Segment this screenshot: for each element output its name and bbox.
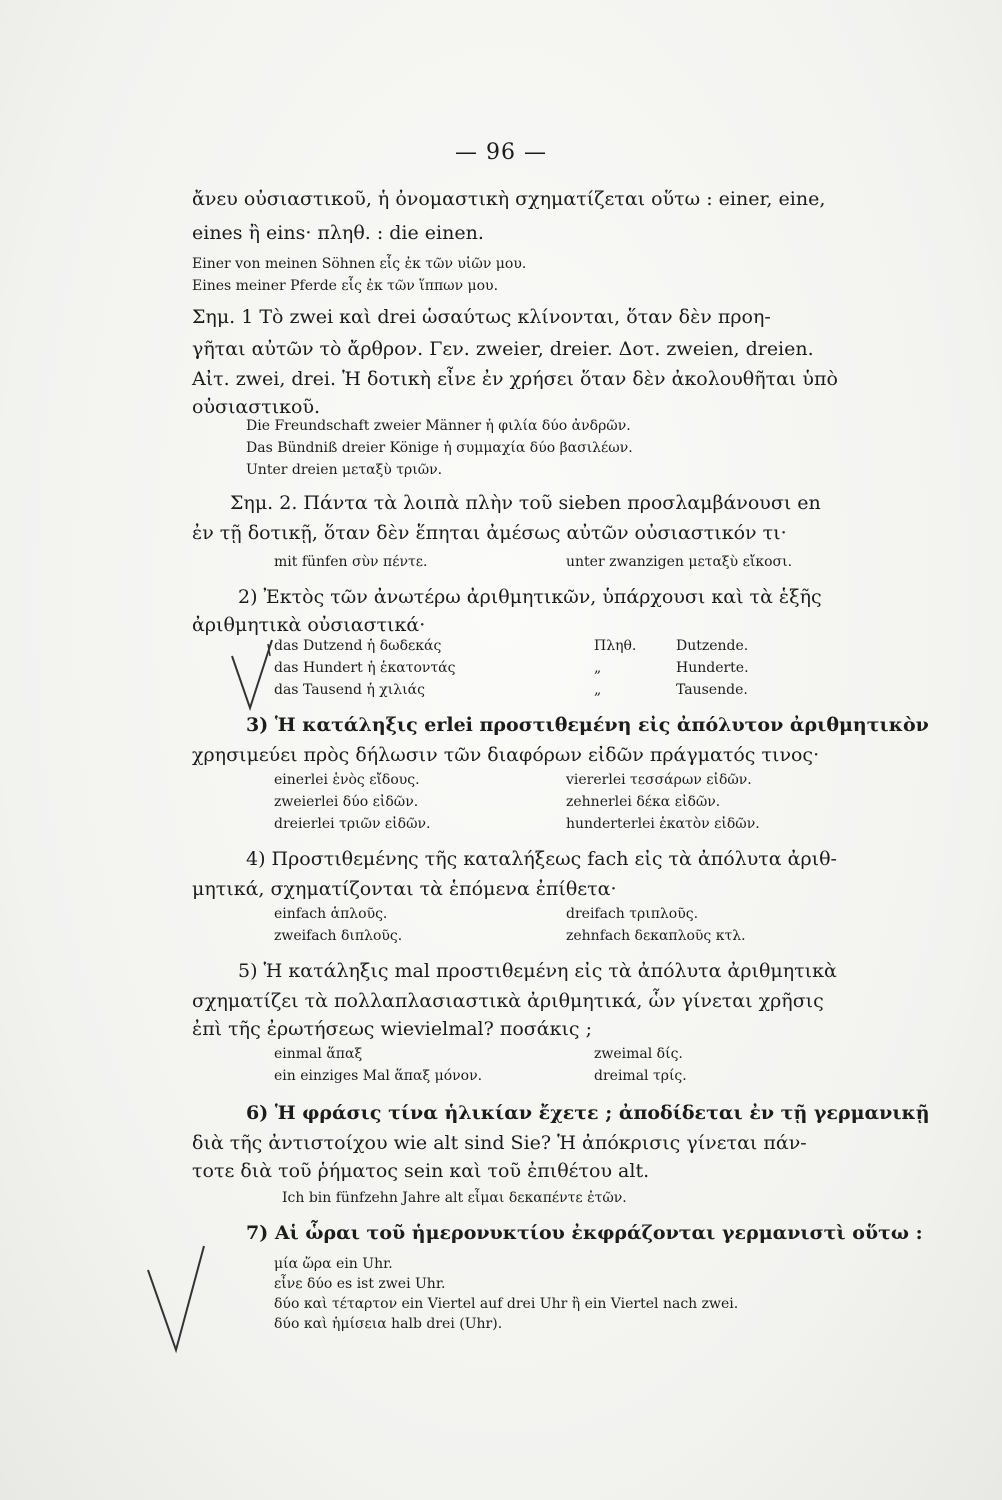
noun-plural-label: „ — [594, 660, 602, 676]
example-line: εἶνε δύο es ist zwei Uhr. — [274, 1276, 446, 1292]
mal-right: dreimal τρίς. — [594, 1068, 687, 1084]
fach-right: dreifach τριπλοῦς. — [566, 906, 699, 922]
section-5-heading: 5) Ἡ κατάληξις mal προστιθεμένη εἰς τὰ ἀπόλυτα ἀριθμητικὰ — [238, 960, 837, 982]
example-line: μία ὥρα ein Uhr. — [274, 1256, 393, 1272]
example-line: Ich bin fünfzehn Jahre alt εἶμαι δεκαπέντε ἐτῶν. — [282, 1190, 627, 1206]
text-line: τοτε διὰ τοῦ ῥήματος sein καὶ τοῦ ἐπιθέτου alt. — [192, 1160, 650, 1182]
note-1-line: Σημ. 1 Τὸ zwei καὶ drei ὡσαύτως κλίνονται, ὅταν δὲν προη- — [192, 306, 771, 328]
text-line: Αἰτ. zwei, drei. Ἡ δοτικὴ εἶνε ἐν χρήσει ὅταν δὲν ἀκολουθῆται ὑπὸ — [192, 368, 838, 390]
noun-plural: Hunderte. — [676, 660, 749, 676]
section-4-heading: 4) Προστιθεμένης τῆς καταλήξεως fach εἰς τὰ ἀπόλυτα ἀριθ- — [246, 848, 837, 870]
section-6-heading: 6) Ἡ φράσις τίνα ἡλικίαν ἔχετε ; ἀποδίδεται ἐν τῇ γερμανικῇ — [246, 1102, 930, 1124]
text-line: γῆται αὐτῶν τὸ ἄρθρον. Γεν. zweier, dreier. Δοτ. zweien, dreien. — [192, 338, 814, 360]
noun-left: das Tausend ἡ χιλιάς — [274, 682, 425, 698]
example-line: δύο καὶ ἡμίσεια halb drei (Uhr). — [274, 1316, 503, 1332]
text-line: μητικά, σχηματίζονται τὰ ἑπόμενα ἐπίθετα· — [192, 878, 617, 900]
noun-plural-label: „ — [594, 682, 602, 698]
text-line: διὰ τῆς ἀντιστοίχου wie alt sind Sie? Ἡ ἀπόκρισις γίνεται πάν- — [192, 1132, 807, 1154]
erlei-left: einerlei ἑνὸς εἴδους. — [274, 772, 420, 788]
fach-left: einfach ἁπλοῦς. — [274, 906, 388, 922]
example-line: δύο καὶ τέταρτον ein Viertel auf drei Uhr ἢ ein Viertel nach zwei. — [274, 1296, 739, 1312]
section-2-heading: 2) Ἐκτὸς τῶν ἀνωτέρω ἀριθμητικῶν, ὑπάρχουσι καὶ τὰ ἑξῆς — [238, 586, 822, 608]
noun-plural: Tausende. — [676, 682, 748, 698]
handwritten-check-mark — [228, 636, 278, 716]
example-line: Einer von meinen Söhnen εἷς ἐκ τῶν υἱῶν μου. — [192, 256, 527, 272]
noun-left: das Dutzend ἡ δωδεκάς — [274, 638, 442, 654]
noun-plural: Dutzende. — [676, 638, 749, 654]
erlei-left: dreierlei τριῶν εἰδῶν. — [274, 816, 431, 832]
text-line: οὐσιαστικοῦ. — [192, 396, 321, 418]
erlei-left: zweierlei δύο εἰδῶν. — [274, 794, 419, 810]
text-line: ἐν τῇ δοτικῇ, ὅταν δὲν ἕπηται ἀμέσως αὐτῶν οὐσιαστικόν τι· — [192, 522, 787, 544]
note-2-line: Σημ. 2. Πάντα τὰ λοιπὰ πλὴν τοῦ sieben προσλαμβάνουσι en — [230, 492, 821, 514]
example-line: Das Bündniß dreier Könige ἡ συμμαχία δύο βασιλέων. — [246, 440, 633, 456]
mal-right: zweimal δίς. — [594, 1046, 683, 1062]
text-line: ἀριθμητικὰ οὐσιαστικά· — [192, 614, 426, 636]
example-line: Unter dreien μεταξὺ τριῶν. — [246, 462, 443, 478]
noun-plural-label: Πληθ. — [594, 638, 637, 654]
example-line: Eines meiner Pferde εἷς ἐκ τῶν ἵππων μου. — [192, 278, 499, 294]
page-number: — 96 — — [455, 140, 547, 165]
text-line: ἐπὶ τῆς ἐρωτήσεως wievielmal? ποσάκις ; — [192, 1018, 592, 1040]
example-line: Die Freundschaft zweier Männer ἡ φιλία δύο ἀνδρῶν. — [246, 418, 631, 434]
text-line: eines ἢ eins· πληθ. : die einen. — [192, 222, 484, 244]
erlei-right: hunderterlei ἑκατὸν εἰδῶν. — [566, 816, 760, 832]
mal-left: ein einziges Mal ἅπαξ μόνον. — [274, 1068, 483, 1084]
handwritten-check-mark — [140, 1240, 210, 1360]
noun-left: das Hundert ἡ ἑκατοντάς — [274, 660, 456, 676]
fach-left: zweifach διπλοῦς. — [274, 928, 403, 944]
section-7-heading: 7) Αἱ ὧραι τοῦ ἡμερονυκτίου ἐκφράζονται γερμανιστὶ οὕτω : — [246, 1222, 923, 1244]
example-left: mit fünfen σὺν πέντε. — [274, 554, 428, 570]
text-line: χρησιμεύει πρὸς δήλωσιν τῶν διαφόρων εἰδῶν πράγματός τινος· — [192, 744, 820, 766]
fach-right: zehnfach δεκαπλοῦς κτλ. — [566, 928, 746, 944]
text-line: ἄνευ οὐσιαστικοῦ, ἡ ὀνομαστικὴ σχηματίζεται οὕτω : einer, eine, — [192, 188, 826, 210]
erlei-right: viererlei τεσσάρων εἰδῶν. — [566, 772, 752, 788]
mal-left: einmal ἅπαξ — [274, 1046, 363, 1062]
section-3-heading: 3) Ἡ κατάληξις erlei προστιθεμένη εἰς ἀπόλυτον ἀριθμητικὸν — [246, 714, 929, 736]
example-right: unter zwanzigen μεταξὺ εἴκοσι. — [566, 554, 793, 570]
text-line: σχηματίζει τὰ πολλαπλασιαστικὰ ἀριθμητικά, ὧν γίνεται χρῆσις — [192, 990, 824, 1012]
erlei-right: zehnerlei δέκα εἰδῶν. — [566, 794, 721, 810]
